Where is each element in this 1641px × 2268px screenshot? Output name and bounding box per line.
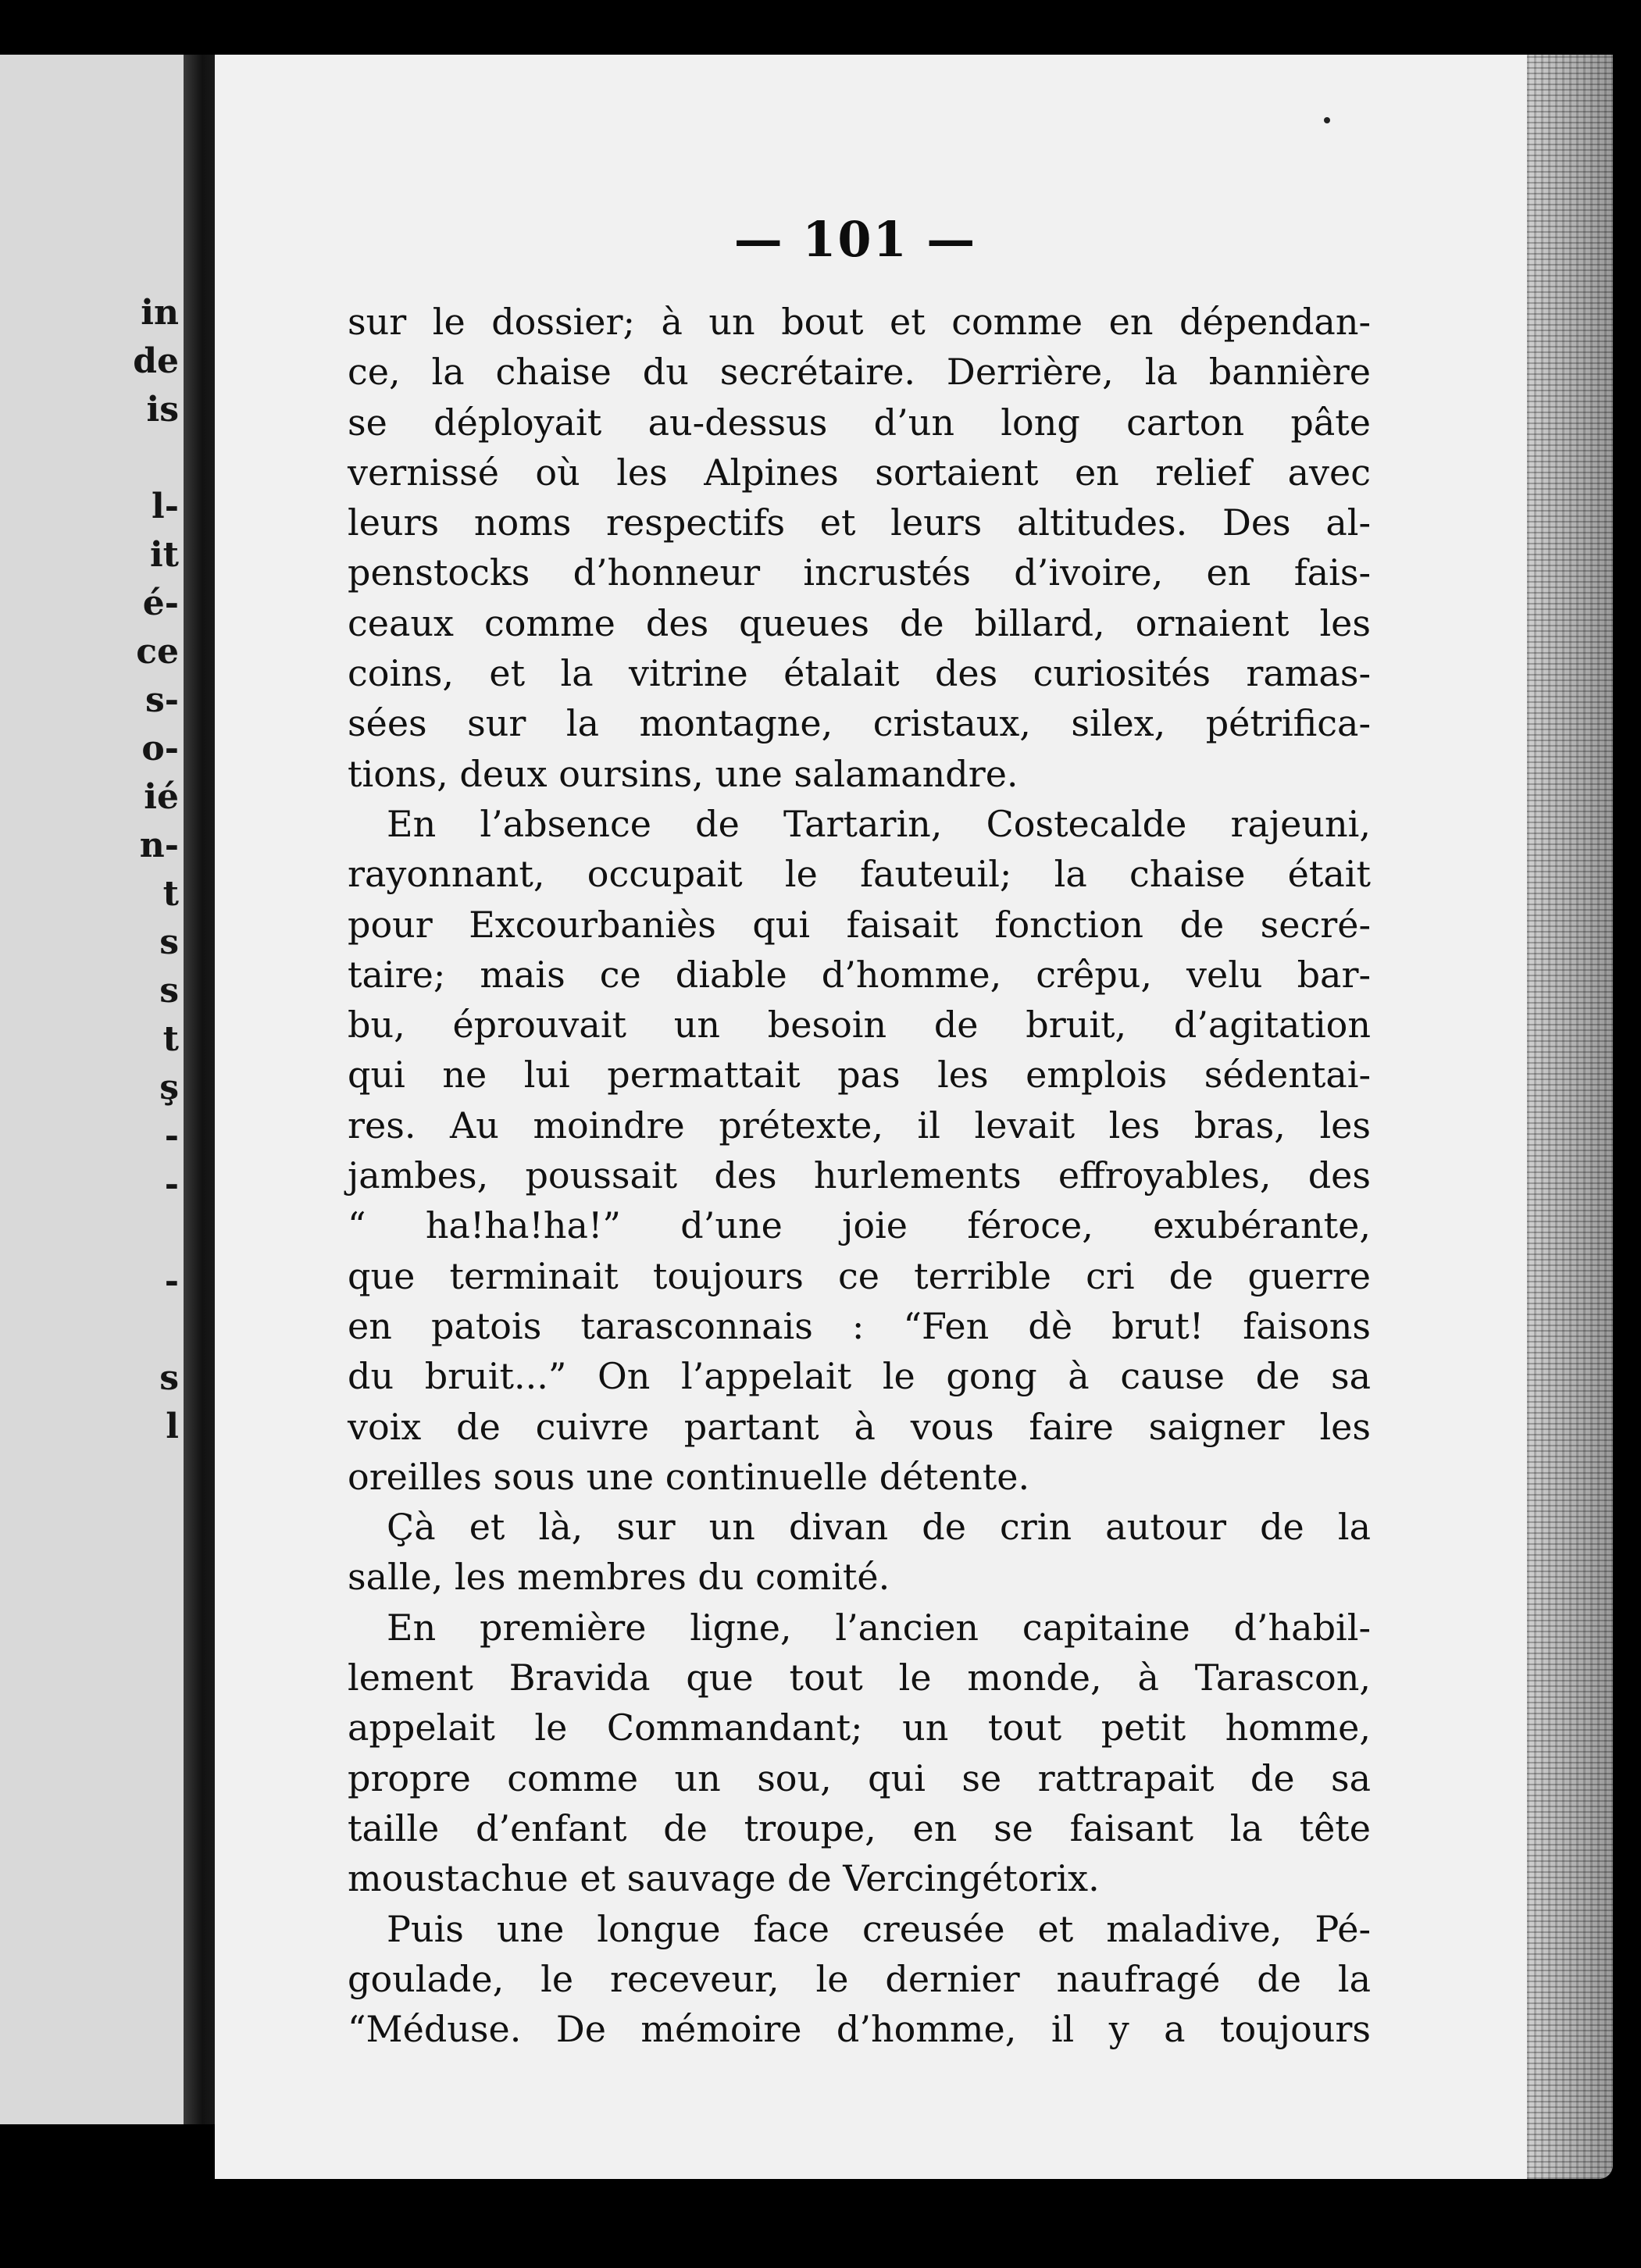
text-line: pour Excourbaniès qui faisait fonction de secré-: [348, 903, 1371, 946]
text-line: vernissé où les Alpines sortaient en relief avec: [348, 451, 1371, 494]
previous-page-fragment: t: [162, 1019, 179, 1059]
text-line: “ ha!ha!ha!” d’une joie féroce, exubérante,: [348, 1204, 1371, 1247]
text-line: en patois tarasconnais : “Fen dè brut! faisons: [348, 1304, 1371, 1347]
text-line: taille d’enfant de troupe, en se faisant la tête: [348, 1806, 1371, 1849]
previous-page-fragment: it: [149, 535, 179, 575]
text-line: appelait le Commandant; un tout petit homme,: [348, 1706, 1371, 1749]
text-line: sées sur la montagne, cristaux, silex, pétrifica-: [348, 702, 1371, 745]
previous-page-fragment: de: [133, 341, 179, 381]
previous-page-fragment: t: [162, 874, 179, 914]
previous-page-fragment: [0, 434, 184, 483]
previous-page-text-fragments: [0, 289, 184, 1451]
text-line: ceaux comme des queues de billard, ornaient les: [348, 601, 1371, 644]
text-line: taire; mais ce diable d’homme, crêpu, velu bar-: [348, 953, 1371, 996]
text-line: bu, éprouvait un besoin de bruit, d’agitation: [348, 1004, 1371, 1047]
page-text-block: [348, 297, 1371, 2054]
text-line: moustachue et sauvage de Vercingétorix.: [348, 1857, 1100, 1900]
text-line: se déployait au-dessus d’un long carton pâte: [348, 401, 1371, 444]
text-line: tions, deux oursins, une salamandre.: [348, 752, 1018, 795]
previous-page-fragment: é-: [142, 583, 179, 623]
previous-page-fragment: l-: [152, 487, 179, 526]
previous-page: [0, 55, 184, 2124]
text-line: ce, la chaise du secrétaire. Derrière, la bannière: [348, 351, 1371, 394]
previous-page-fragment: ce: [136, 632, 179, 672]
previous-page-fragment: is: [146, 390, 179, 430]
previous-page-fragment: s: [159, 922, 179, 962]
text-line: goulade, le receveur, le dernier naufragé de la: [348, 1957, 1371, 2000]
text-line: salle, les membres du comité.: [348, 1556, 890, 1599]
book-page: [215, 55, 1613, 2179]
text-line: que terminait toujours ce terrible cri de guerre: [348, 1254, 1371, 1297]
previous-page-fragment: l: [166, 1407, 179, 1446]
text-line: En première ligne, l’ancien capitaine d’habil-: [387, 1606, 1371, 1649]
previous-page-fragment: -: [164, 1261, 179, 1301]
previous-page-fragment: in: [141, 293, 179, 333]
previous-page-fragment: n-: [139, 826, 179, 865]
page-edge-shadow: [1527, 55, 1613, 2179]
previous-page-fragment: [0, 1209, 184, 1257]
previous-page-fragment: -: [164, 1116, 179, 1156]
text-line: sur le dossier; à un bout et comme en dépendan-: [348, 301, 1371, 343]
print-speck: [1324, 117, 1330, 123]
text-line: coins, et la vitrine étalait des curiosités ramas-: [348, 652, 1371, 695]
text-line: leurs noms respectifs et leurs altitudes. Des al-: [348, 501, 1371, 544]
previous-page-fragment: s-: [144, 680, 179, 720]
previous-page-fragment: s: [159, 971, 179, 1011]
previous-page-fragment: ié: [144, 777, 179, 817]
previous-page-fragment: [0, 1306, 184, 1354]
text-line: Puis une longue face creusée et maladive, Pé-: [387, 1907, 1371, 1950]
text-line: rayonnant, occupait le fauteuil; la chaise était: [348, 853, 1371, 896]
previous-page-fragment: s: [159, 1358, 179, 1398]
previous-page-fragment: -: [164, 1164, 179, 1204]
text-line: oreilles sous une continuelle détente.: [348, 1455, 1030, 1498]
text-line: jambes, poussait des hurlements effroyables, des: [348, 1154, 1371, 1197]
text-line: En l’absence de Tartarin, Costecalde rajeuni,: [387, 802, 1371, 845]
text-line: res. Au moindre prétexte, il levait les bras, les: [348, 1104, 1371, 1146]
text-line: “Méduse. De mémoire d’homme, il y a toujours: [348, 2008, 1371, 2051]
previous-page-fragment: ş: [159, 1068, 179, 1107]
previous-page-fragment: o-: [141, 729, 179, 768]
text-line: lement Bravida que tout le monde, à Tarascon,: [348, 1656, 1371, 1699]
page-number: — 101 —: [733, 211, 977, 268]
text-line: Çà et là, sur un divan de crin autour de la: [387, 1506, 1371, 1549]
text-line: penstocks d’honneur incrustés d’ivoire, en fais-: [348, 551, 1371, 594]
text-line: voix de cuivre partant à vous faire saigner les: [348, 1405, 1371, 1448]
text-line: propre comme un sou, qui se rattrapait de sa: [348, 1756, 1371, 1799]
text-line: qui ne lui permattait pas les emplois sédentai-: [348, 1054, 1371, 1097]
text-line: du bruit...” On l’appelait le gong à cause de sa: [348, 1355, 1371, 1398]
book-spine: [184, 55, 215, 2124]
